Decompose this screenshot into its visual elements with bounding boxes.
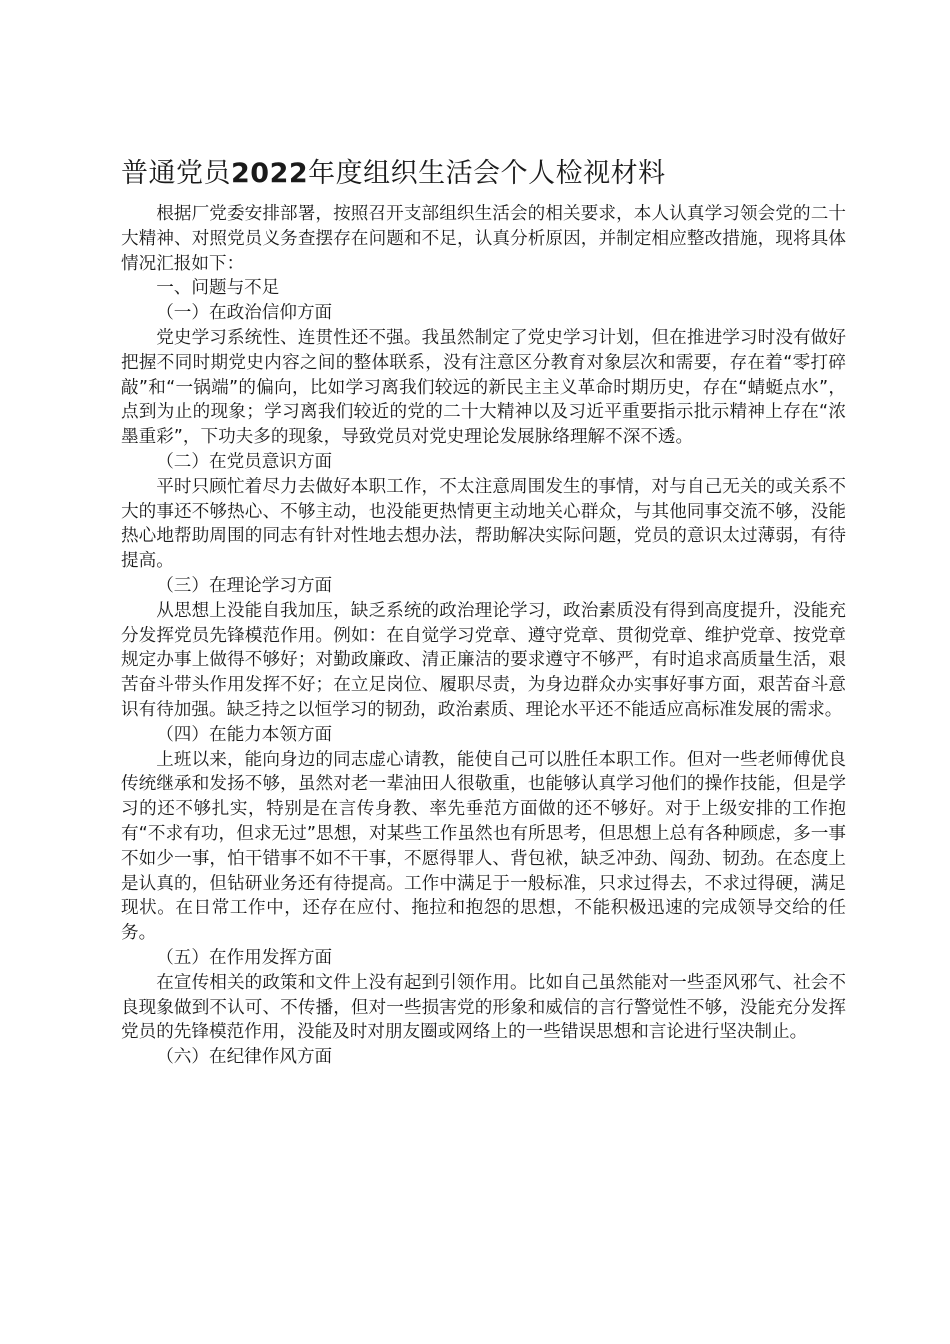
intro-paragraph: 根据厂党委安排部署，按照召开支部组织生活会的相关要求，本人认真学习领会党的二十大精神、对照党员义务查摆存在问题和不足，认真分析原因，并制定相应整改措施，现将具体情况汇报如下： xyxy=(121,204,846,274)
paragraph-party-awareness: 平时只顾忙着尽力去做好本职工作，不太注意周围发生的事情，对与自己无关的或关系不大的事还不够热心、不够主动，也没能更热情更主动地关心群众，与其他同事交流不够，没能热心地帮助周围的同志有针对性地去想办法，帮助解决实际问题，党员的意识太过薄弱，有待提高。 xyxy=(121,476,846,572)
subheading-role: （五）在作用发挥方面 xyxy=(156,947,333,968)
document-page xyxy=(121,150,846,1070)
subheading-discipline: （六）在纪律作风方面 xyxy=(156,1047,333,1068)
title-year: 2022 xyxy=(231,158,309,189)
subheading-theory-study: （三）在理论学习方面 xyxy=(156,575,333,596)
title-prefix: 普通党员 xyxy=(121,158,231,189)
subheading-political-belief: （一）在政治信仰方面 xyxy=(156,303,333,324)
subheading-party-awareness: （二）在党员意识方面 xyxy=(156,451,333,472)
paragraph-political-belief: 党史学习系统性、连贯性还不强。我虽然制定了党史学习计划，但在推进学习时没有做好把握不同时期党史内容之间的整体联系，没有注意区分教育对象层次和需要，存在着“零打碎敲”和“一锅端”的偏向，比如学习离我们较远的新民主主义革命时期历史，存在“蜻蜓点水”，点到为止的现象；学习离我们较近的党的二十大精神以及习近平重要指示批示精神上存在“浓墨重彩”，下功夫多的现象，导致党员对党史理论发展脉络理解不深不透。 xyxy=(121,327,846,448)
section-heading-problems: 一、问题与不足 xyxy=(156,278,280,299)
document-title xyxy=(121,150,846,198)
paragraph-ability: 上班以来，能向身边的同志虚心请教，能使自己可以胜任本职工作。但对一些老师傅优良传统继承和发扬不够，虽然对老一辈油田人很敬重，也能够认真学习他们的操作技能，但是学习的还不够扎实，特别是在言传身教、率先垂范方面做的还不够好。对于上级安排的工作抱有“不求有功，但求无过”思想，对某些工作虽然也有所思考，但思想上总有各种顾虑，多一事不如少一事，怕干错事不如不干事，不愿得罪人、背包袱，缺乏冲劲、闯劲、韧劲。在态度上是认真的，但钻研业务还有待提高。工作中满足于一般标准，只求过得去，不求过得硬，满足现状。在日常工作中，还存在应付、拖拉和抱怨的思想，不能积极迅速的完成领导交给的任务。 xyxy=(121,749,846,944)
title-suffix: 年度组织生活会个人检视材料 xyxy=(308,158,666,189)
paragraph-theory-study: 从思想上没能自我加压，缺乏系统的政治理论学习，政治素质没有得到高度提升，没能充分发挥党员先锋模范作用。例如：在自觉学习党章、遵守党章、贯彻党章、维护党章、按党章规定办事上做得不够好；对勤政廉政、清正廉洁的要求遵守不够严，有时追求高质量生活，艰苦奋斗带头作用发挥不好；在立足岗位、履职尽责，为身边群众办实事好事方面，艰苦奋斗意识有待加强。缺乏持之以恒学习的韧劲，政治素质、理论水平还不能适应高标准发展的需求。 xyxy=(121,600,846,720)
paragraph-role: 在宣传相关的政策和文件上没有起到引领作用。比如自己虽然能对一些歪风邪气、社会不良现象做到不认可、不传播，但对一些损害党的形象和威信的言行警觉性不够，没能充分发挥党员的先锋模范作用，没能及时对朋友圈或网络上的一些错误思想和言论进行坚决制止。 xyxy=(121,972,846,1043)
subheading-ability: （四）在能力本领方面 xyxy=(156,724,333,745)
